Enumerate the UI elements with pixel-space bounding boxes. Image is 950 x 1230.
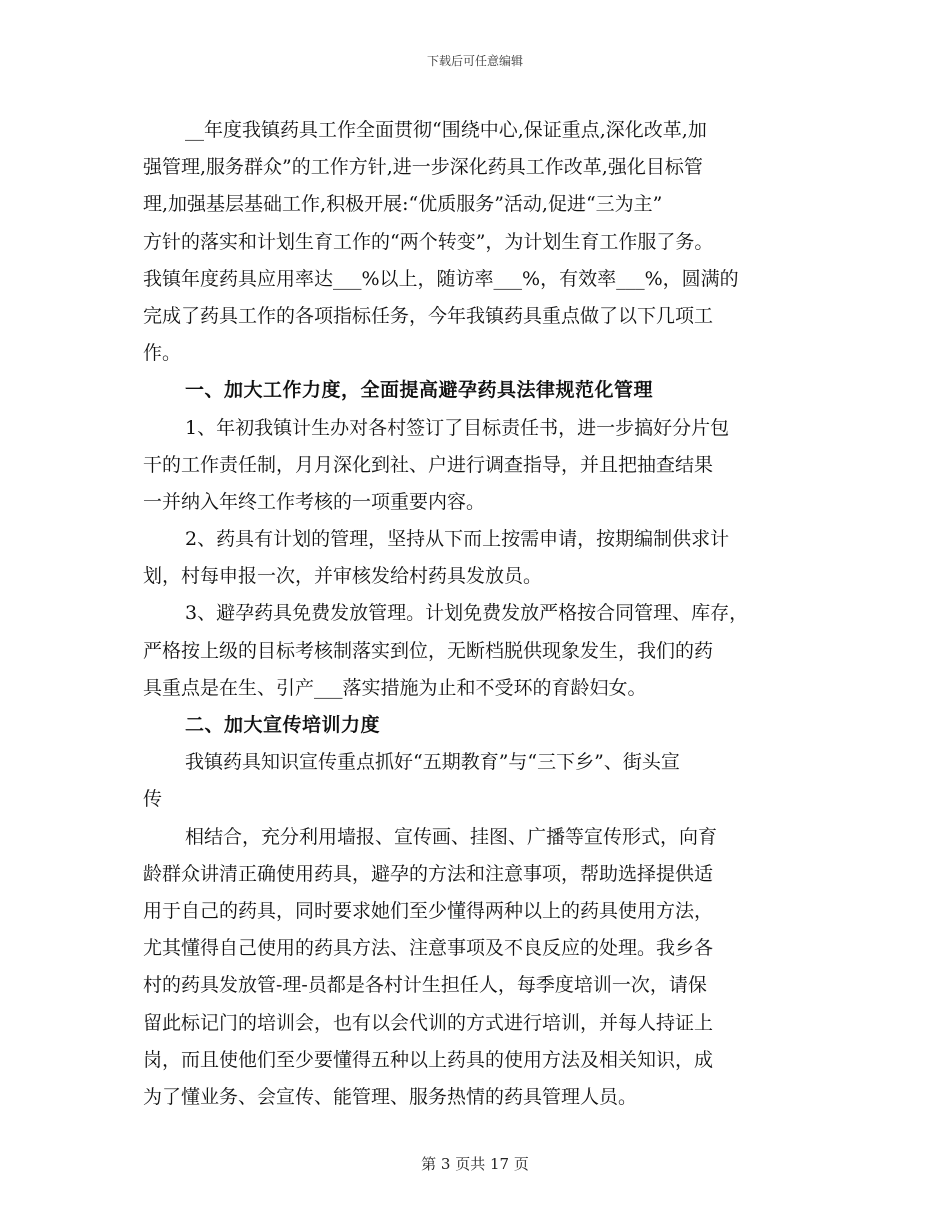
paragraph-line: 作。 [143, 342, 182, 365]
paragraph-line: 我镇药具知识宣传重点抓好“五期教育”与“三下乡”、街头宣 [185, 751, 680, 774]
paragraph-line: 龄群众讲清正确使用药具，避孕的方法和注意事项，帮助选择提供适 [143, 862, 714, 885]
paragraph-line: 相结合，充分利用墙报、宣传画、挂图、广播等宣传形式，向育 [185, 825, 718, 848]
paragraph-line: 1、年初我镇计生办对各村签订了目标责任书，进一步搞好分片包 [185, 416, 730, 439]
paragraph-line: 传 [143, 788, 163, 811]
paragraph-line: 一并纳入年终工作考核的一项重要内容。 [143, 490, 486, 513]
page-footer: 第 3 页共 17 页 [421, 1155, 529, 1173]
paragraph-line: 划，村每申报一次，并审核发给村药具发放员。 [143, 565, 543, 588]
paragraph-line: 强管理,服务群众”的工作方针,进一步深化药具工作改革,强化目标管 [143, 156, 703, 179]
paragraph-line: 我镇年度药具应用率达___%以上，随访率___%，有效率___%，圆满的 [143, 267, 739, 290]
paragraph-line: 为了懂业务、会宣传、能管理、服务热情的药具管理人员。 [143, 1085, 638, 1108]
paragraph-line: 理,加强基层基础工作,积极开展:“优质服务”活动,促进“三为主” [143, 193, 663, 216]
paragraph-line: 2、药具有计划的管理，坚持从下而上按需申请，按期编制供求计 [185, 528, 730, 551]
paragraph-line: 尤其懂得自己使用的药具方法、注意事项及不良反应的处理。我乡各 [143, 937, 714, 960]
paragraph-line: 村的药具发放管-理-员都是各村计生担任人，每季度培训一次，请保 [143, 974, 707, 997]
page-header: 下载后可任意编辑 [426, 54, 523, 68]
paragraph-line: 留此标记门的培训会，也有以会代训的方式进行培训，并每人持证上 [143, 1011, 714, 1034]
document-body [143, 112, 811, 1116]
section-heading-2: 二、加大宣传培训力度 [185, 714, 381, 736]
paragraph-line: 3、避孕药具免费发放管理。计划免费发放严格按合同管理、库存， [185, 602, 749, 625]
paragraph-line: 干的工作责任制，月月深化到社、户进行调查指导，并且把抽查结果 [143, 453, 714, 476]
section-heading-1: 一、加大工作力度，全面提高避孕药具法律规范化管理 [185, 379, 654, 402]
paragraph-line: 用于自己的药具，同时要求她们至少懂得两种以上的药具使用方法， [143, 899, 714, 922]
paragraph-line: 完成了药具工作的各项指标任务，今年我镇药具重点做了以下几项工 [143, 304, 714, 327]
paragraph-line: __年度我镇药具工作全面贯彻“围绕中心,保证重点,深化改革,加 [185, 119, 707, 141]
paragraph-line: 方针的落实和计划生育工作的“两个转变”，为计划生育工作服了务。 [143, 230, 714, 253]
paragraph-line: 岗，而且使他们至少要懂得五种以上药具的使用方法及相关知识，成 [143, 1048, 714, 1071]
paragraph-line: 严格按上级的目标考核制落实到位，无断档脱供现象发生，我们的药 [143, 639, 714, 662]
paragraph-line: 具重点是在生、引产___落实措施为止和不受环的育龄妇女。 [143, 676, 647, 699]
